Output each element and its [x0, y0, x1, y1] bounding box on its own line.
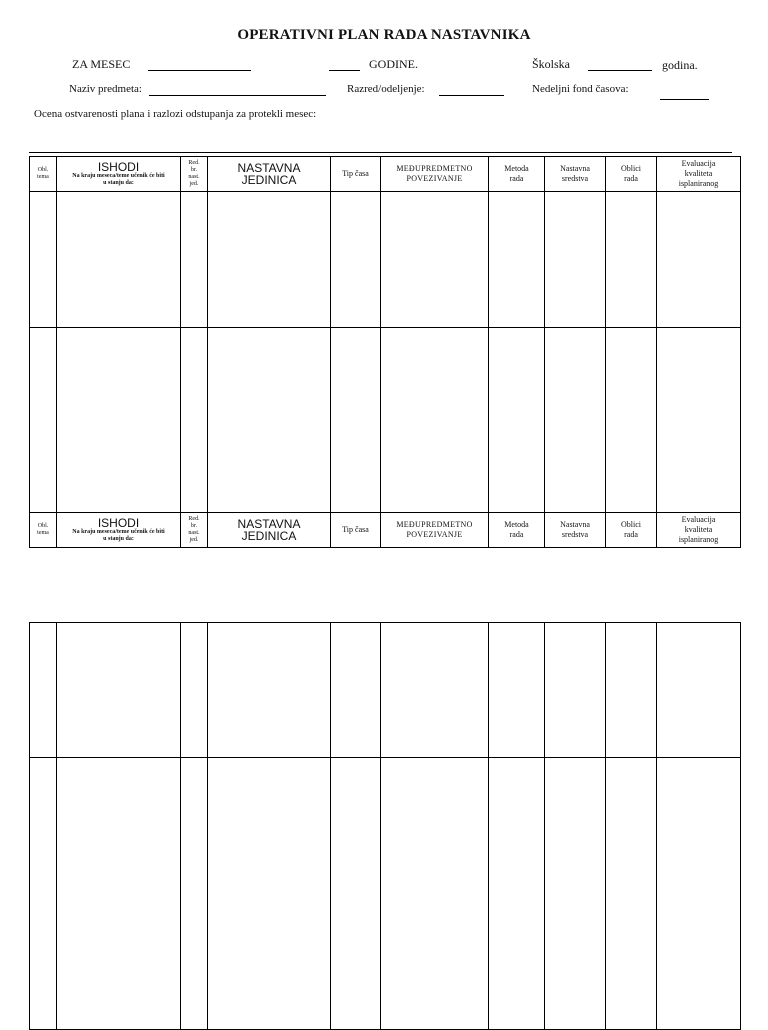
za-mesec-field[interactable] [148, 70, 251, 71]
col-red-br: Red. br. nast. jed. [181, 513, 208, 548]
col-evaluacija: Evaluacija kvaliteta isplaniranog [657, 157, 741, 192]
table-row[interactable] [30, 758, 741, 1030]
table-header-row [30, 157, 741, 192]
skolska-label: Školska [532, 57, 571, 71]
nedeljni-fond-label: Nedeljni fond časova: [532, 83, 629, 95]
table-row[interactable] [30, 328, 741, 513]
table-row[interactable] [30, 623, 741, 758]
col-evaluacija: Evaluacija kvaliteta isplaniranog [657, 513, 741, 548]
col-obl-tema: Obl. tema [30, 157, 57, 192]
za-mesec-label: ZA MESEC [72, 57, 131, 71]
col-nastavna-sredstva: Nastavna sredstva [545, 513, 606, 548]
col-obl-tema: Obl. tema [30, 513, 57, 548]
plan-table-1 [29, 156, 741, 548]
col-nastavna-jedinica: NASTAVNA JEDINICA [208, 513, 331, 548]
godine-label: GODINE. [369, 57, 418, 71]
col-tip-casa: Tip časa [331, 513, 381, 548]
col-red-br: Red. br. nast. jed. [181, 157, 208, 192]
col-metoda-rada: Metoda rada [489, 513, 545, 548]
col-oblici-rada: Oblici rada [606, 157, 657, 192]
col-oblici-rada: Oblici rada [606, 513, 657, 548]
razred-label: Razred/odeljenje: [347, 83, 425, 95]
col-ishodi: ISHODI Na kraju meseca/teme učenik će biti u stanju da: [57, 513, 181, 548]
col-metoda-rada: Metoda rada [489, 157, 545, 192]
nedeljni-fond-field[interactable] [660, 99, 709, 100]
col-nastavna-jedinica: NASTAVNA JEDINICA [208, 157, 331, 192]
godina-label: godina. [662, 58, 698, 72]
naziv-predmeta-label: Naziv predmeta: [69, 83, 142, 95]
ocena-label: Ocena ostvarenosti plana i razlozi odstupanja za protekli mesec: [34, 108, 317, 120]
col-medjupredmetno: MEĐUPREDMETNO POVEZIVANJE [381, 157, 489, 192]
col-nastavna-sredstva: Nastavna sredstva [545, 157, 606, 192]
plan-table-2 [29, 622, 741, 1030]
col-medjupredmetno: MEĐUPREDMETNO POVEZIVANJE [381, 513, 489, 548]
godine-field[interactable] [329, 70, 360, 71]
skolska-godina-field[interactable] [588, 70, 652, 71]
ocena-field[interactable] [29, 152, 732, 153]
col-ishodi: ISHODI Na kraju meseca/teme učenik će biti u stanju da: [57, 157, 181, 192]
razred-field[interactable] [439, 95, 504, 96]
table-row[interactable] [30, 192, 741, 328]
page-title: OPERATIVNI PLAN RADA NASTAVNIKA [237, 27, 531, 43]
naziv-predmeta-field[interactable] [149, 95, 326, 96]
col-tip-casa: Tip časa [331, 157, 381, 192]
table-header-row-repeat [30, 513, 741, 548]
